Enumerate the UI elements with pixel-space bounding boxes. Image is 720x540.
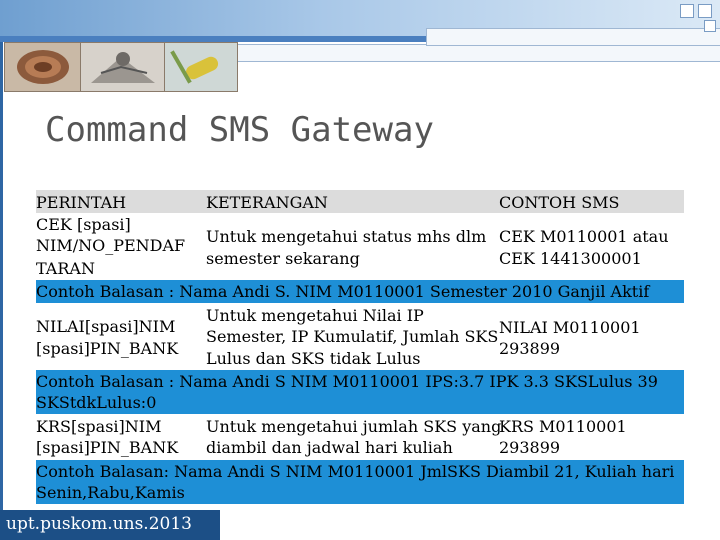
perintah-line: NILAI[spasi]NIM xyxy=(36,317,176,336)
contoh-line: NILAI M0110001 xyxy=(499,318,641,337)
table-row-example xyxy=(36,460,684,504)
contoh-balasan: Contoh Balasan : Nama Andi S. NIM M0110001 Semester 2010 Ganjil Aktif xyxy=(36,282,650,301)
decorative-square xyxy=(698,4,712,18)
perintah-line: [spasi]PIN_BANK xyxy=(36,438,179,457)
decorative-square xyxy=(680,4,694,18)
keterangan-line: Untuk mengetahui Nilai IP xyxy=(206,306,424,325)
bird-photo-image xyxy=(80,42,166,92)
table-row xyxy=(36,414,684,460)
keterangan-line: Untuk mengetahui jumlah SKS yang xyxy=(206,417,502,436)
perintah-line: TARAN xyxy=(36,259,95,278)
contoh-balasan: Contoh Balasan: Nama Andi S NIM M0110001 JmlSKS Diambil 21, Kuliah hari xyxy=(36,462,675,481)
footer-text: upt.puskom.uns.2013 xyxy=(6,514,192,534)
contoh-line: CEK 1441300001 xyxy=(499,249,642,268)
page-title: Command SMS Gateway xyxy=(45,110,434,150)
perintah-line: CEK [spasi] xyxy=(36,215,131,234)
decorative-square xyxy=(704,20,716,32)
keterangan-line: Semester, IP Kumulatif, Jumlah SKS xyxy=(206,327,499,346)
header-contoh-sms: CONTOH SMS xyxy=(499,193,620,212)
footer-bar xyxy=(0,510,220,540)
keterangan-line: diambil dan jadwal hari kuliah xyxy=(206,438,453,457)
header-keterangan: KETERANGAN xyxy=(206,193,328,212)
header-perintah: PERINTAH xyxy=(36,193,127,212)
table-row-example xyxy=(36,370,684,414)
plant-photo-image xyxy=(164,42,238,92)
table-header-row xyxy=(36,190,684,213)
contoh-balasan: Senin,Rabu,Kamis xyxy=(36,483,185,502)
left-edge-line xyxy=(0,42,3,540)
perintah-line: [spasi]PIN_BANK xyxy=(36,339,179,358)
keterangan-line: Untuk mengetahui status mhs dlm xyxy=(206,227,487,246)
decorative-box xyxy=(426,28,720,46)
table-row xyxy=(36,213,684,280)
contoh-line: CEK M0110001 atau xyxy=(499,227,669,246)
table-row xyxy=(36,303,684,370)
keterangan-line: Lulus dan SKS tidak Lulus xyxy=(206,349,421,368)
contoh-balasan: Contoh Balasan : Nama Andi S NIM M0110001 IPS:3.7 IPK 3.3 SKSLulus 39 xyxy=(36,372,658,391)
batik-photo-image xyxy=(4,42,82,92)
perintah-line: KRS[spasi]NIM xyxy=(36,417,162,436)
contoh-line: 293899 xyxy=(499,339,561,358)
keterangan-line: semester sekarang xyxy=(206,249,360,268)
table-row-example xyxy=(36,280,684,303)
contoh-balasan: SKStdkLulus:0 xyxy=(36,393,157,412)
perintah-line: NIM/NO_PENDAF xyxy=(36,236,186,255)
contoh-line: KRS M0110001 xyxy=(499,417,627,436)
contoh-line: 293899 xyxy=(499,438,561,457)
